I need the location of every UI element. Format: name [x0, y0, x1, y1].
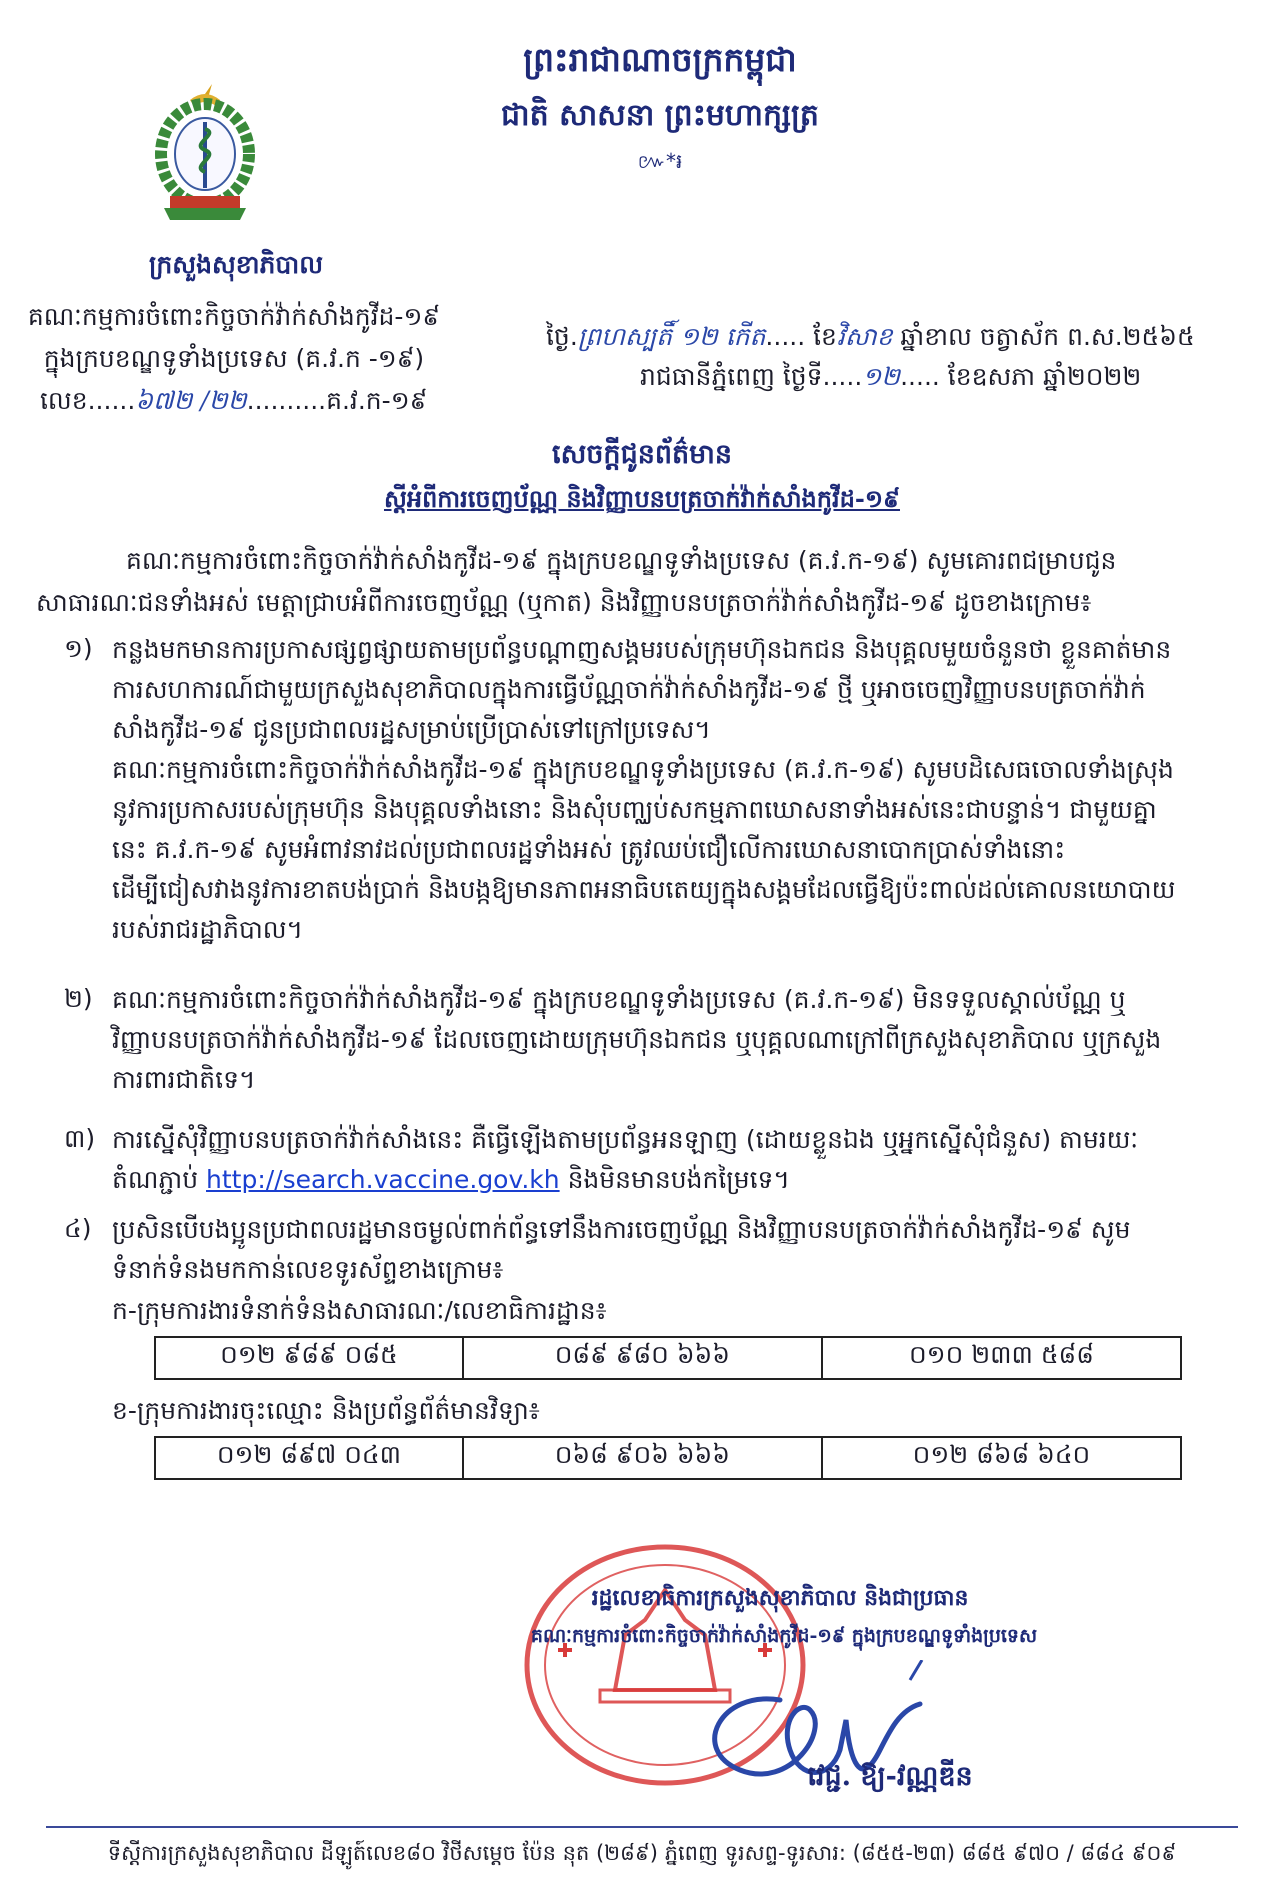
- footer-divider: [46, 1826, 1238, 1828]
- item-3-number: ៣): [64, 1124, 96, 1153]
- lunar-month: វិសាខ: [836, 322, 893, 351]
- phone-number: ០៨៩ ៩៨០ ៦៦៦: [463, 1337, 822, 1379]
- ministry-emblem: [150, 84, 260, 226]
- contact-group-b-label: ខ-ក្រុមការងារចុះឈ្មោះ និងប្រព័ន្ធព័ត៌មានវិទ្យា៖: [112, 1396, 540, 1425]
- contact-group-a-table: [154, 1336, 1182, 1380]
- solar-date: រាជធានីភ្នំពេញ ថ្ងៃទី.....១២..... ខែឧសភា ឆ្នាំ២០២២: [640, 362, 1142, 391]
- lunar-date: ថ្ងៃ.ព្រហស្បតិ៍ ១២ កើត..... ខែវិសាខ ឆ្នាំខាល ចត្វាស័ក ព.ស.២៥៦៥: [546, 322, 1195, 351]
- vaccine-search-link[interactable]: http://search.vaccine.gov.kh: [206, 1165, 560, 1194]
- item-1-paragraph2: គណៈកម្មការចំពោះកិច្ចចាក់វ៉ាក់សាំងកូវីដ-១៩ ក្នុងក្របខណ្ឌទូទាំងប្រទេស (គ.វ.ក-១៩) សូមបដិសេធចោលទាំងស្រុងនូវការប្រកាសរបស់ក្រុមហ៊ុន និងបុគ្គលទាំងនោះ និងសុំបញ្ឈប់សកម្មភាពឃោសនាទាំងអស់នេះជាបន្ទាន់។ ជាមួយគ្នានេះ គ.វ.ក-១៩ សូមអំពាវនាវដល់ប្រជាពលរដ្ឋទាំងអស់ ត្រូវឈប់ជឿលើការឃោសនាបោកប្រាស់ទាំងនោះ ដើម្បីជៀសវាងនូវការខាតបង់ប្រាក់ និងបង្កឱ្យមានភាពអនាធិបតេយ្យក្នុងសង្គមដែលធ្វើឱ្យប៉ះពាល់ដល់គោលនយោបាយរបស់រាជរដ្ឋាភិបាល។: [112, 755, 1176, 944]
- phone-number: ០១២ ៨៦៨ ៦៤០: [822, 1437, 1181, 1479]
- ornament: ៚*៛: [637, 149, 683, 173]
- intro-line1: គណៈកម្មការចំពោះកិច្ចចាក់វ៉ាក់សាំងកូវីដ-១៩ ក្នុងក្របខណ្ឌទូទាំងប្រទេស (គ.វ.ក-១៩) សូមគោរពជម្រាបជូន: [126, 546, 1117, 575]
- intro-line2: សាធារណៈជនទាំងអស់ មេត្តាជ្រាបអំពីការចេញប័ណ្ណ (ឬកាត) និងវិញ្ញាបនបត្រចាក់វ៉ាក់សាំងកូវីដ-១៩ ដូចខាងក្រោម៖: [36, 588, 1092, 617]
- reference-handwritten: ៦៧២ /២២: [135, 386, 247, 415]
- item-4-paragraph: ប្រសិនបើបងប្អូនប្រជាពលរដ្ឋមានចម្ងល់ពាក់ព័ន្ធទៅនឹងការចេញប័ណ្ណ និងវិញ្ញាបនបត្រចាក់វ៉ាក់សាំងកូវីដ-១៩ សូមទំនាក់ទំនងមកកាន់លេខទូរស័ព្ទខាងក្រោម៖: [112, 1215, 1131, 1284]
- reference-suffix: គ.វ.ក-១៩: [326, 386, 428, 415]
- reference-number: លេខ......៦៧២ /២២..........គ.វ.ក-១៩: [40, 386, 428, 415]
- month-year: ខែឧសភា ឆ្នាំ២០២២: [947, 362, 1142, 391]
- item-1-paragraph1: កន្លងមកមានការប្រកាសផ្សព្វផ្សាយតាមប្រព័ន្ធបណ្តាញសង្គមរបស់ក្រុមហ៊ុនឯកជន និងបុគ្គលមួយចំនួនថា ខ្លួនគាត់មានការសហការណ៍ជាមួយក្រសួងសុខាភិបាលក្នុងការធ្វើប័ណ្ណចាក់វ៉ាក់សាំងកូវីដ-១៩ ថ្មី ឬអាចចេញវិញ្ញាបនបត្រចាក់វ៉ាក់សាំងកូវីដ-១៩ ជូនប្រជាពលរដ្ឋសម្រាប់ប្រើប្រាស់ទៅក្រៅប្រទេស។: [112, 635, 1172, 744]
- document-title: សេចក្តីជូនព័ត៌មាន: [552, 439, 732, 470]
- item-4-number: ៤): [64, 1214, 92, 1243]
- contact-group-b-table: [154, 1436, 1182, 1480]
- lunar-day: ព្រហស្បតិ៍ ១២ កើត: [577, 322, 766, 351]
- reference-label: លេខ: [40, 386, 88, 415]
- item-1-number: ១): [64, 634, 93, 663]
- motto-heading: ជាតិ សាសនា ព្រះមហាក្សត្រ: [501, 98, 819, 133]
- contact-group-a-label: ក-ក្រុមការងារទំនាក់ទំនងសាធារណៈ/លេខាធិការដ្ឋាន៖: [112, 1296, 607, 1325]
- item-2-number: ២): [64, 984, 93, 1013]
- ministry-name: ក្រសួងសុខាភិបាល: [148, 250, 324, 279]
- phone-number: ០៦៨ ៩០៦ ៦៦៦: [463, 1437, 822, 1479]
- footer-address: ទីស្តីការក្រសួងសុខាភិបាល ដីឡូត៍លេខ៨០ វិថីសម្តេច ប៉ែន នុត (២៨៩) ភ្នំពេញ ទូរសព្ទ-ទូរសារ: (៨៥៥-២៣) ៨៨៥ ៩៧០ / ៨៨៤ ៩០៩: [107, 1841, 1177, 1865]
- signatory-title-line2: គណៈកម្មការចំពោះកិច្ចចាក់វ៉ាក់សាំងកូវីដ-១៩ ក្នុងក្របខណ្ឌទូទាំងប្រទេស: [530, 1625, 1038, 1647]
- item-3-paragraph: ការស្នើសុំវិញ្ញាបនបត្រចាក់វ៉ាក់សាំងនេះ គឺធ្វើឡើងតាមប្រព័ន្ធអនឡាញ (ដោយខ្លួនឯង ឬអ្នកស្នើសុំជំនួស) តាមរយៈ តំណភ្ជាប់ http://search.vaccine.gov.kh និងមិនមានបង់កម្រៃទេ។: [112, 1125, 1139, 1194]
- committee-name-line2: ក្នុងក្របខណ្ឌទូទាំងប្រទេស (គ.វ.ក -១៩): [43, 344, 425, 373]
- committee-name-line1: គណៈកម្មការចំពោះកិច្ចចាក់វ៉ាក់សាំងកូវីដ-១៩: [27, 302, 441, 331]
- item-2-paragraph: គណៈកម្មការចំពោះកិច្ចចាក់វ៉ាក់សាំងកូវីដ-១៩ ក្នុងក្របខណ្ឌទូទាំងប្រទេស (គ.វ.ក-១៩) មិនទទួលស្គាល់ប័ណ្ណ ឬវិញ្ញាបនបត្រចាក់វ៉ាក់សាំងកូវីដ-១៩ ដែលចេញដោយក្រុមហ៊ុនឯកជន ឬបុគ្គលណាក្រៅពីក្រសួងសុខាភិបាល ឬក្រសួងការពារជាតិទេ។: [112, 985, 1162, 1094]
- signatory-name: វេជ្ជ. ឱ្យ-វណ្ណឌីន: [807, 1761, 973, 1792]
- signatory-title-line1: រដ្ឋលេខាធិការក្រសួងសុខាភិបាល និងជាប្រធាន: [591, 1585, 969, 1611]
- phone-number: ០១២ ៩៨៩ ០៨៥: [155, 1337, 463, 1379]
- place-name: រាជធានីភ្នំពេញ: [640, 362, 775, 391]
- lunar-year: ឆ្នាំខាល ចត្វាស័ក ព.ស.២៥៦៥: [900, 322, 1195, 351]
- phone-number: ០១០ ២៣៣ ៥៨៨: [822, 1337, 1181, 1379]
- day-number: ១២: [862, 362, 901, 391]
- kingdom-heading: ព្រះរាជាណាចក្រកម្ពុជា: [523, 40, 797, 79]
- document-subtitle: ស្តីអំពីការចេញប័ណ្ណ និងវិញ្ញាបនបត្រចាក់វ៉ាក់សាំងកូវីដ-១៩: [383, 484, 900, 513]
- phone-number: ០១២ ៨៩៧ ០៤៣: [155, 1437, 463, 1479]
